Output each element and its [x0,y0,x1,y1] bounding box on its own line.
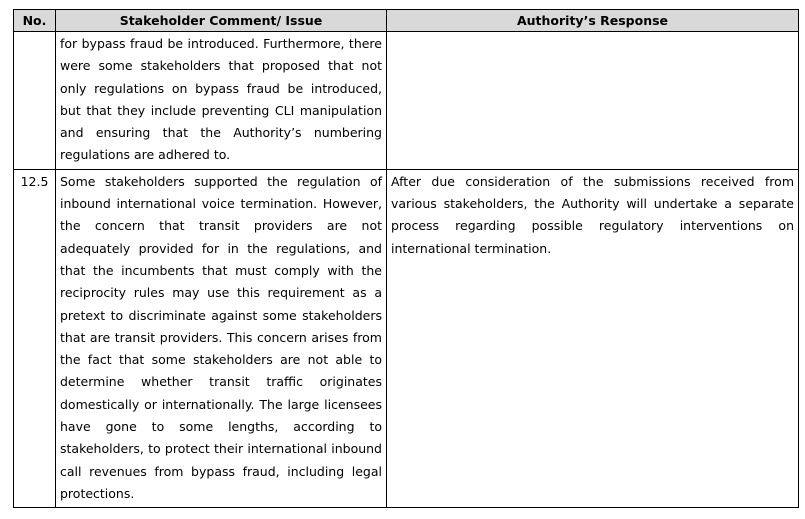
table-row [14,32,799,170]
stakeholder-comment-cell: for bypass fraud be introduced. Furthermore, there were some stakeholders that proposed that not only regulations on bypass fraud be introduced, but that they include preventing CLI manipulation and ensuring that the Authority’s numbering regulations are adhered to. [56,32,387,170]
authority-response-cell: After due consideration of the submissions received from various stakeholders, the Authority will undertake a separate process regarding possible regulatory interventions on international termination. [387,169,799,507]
authority-response-cell [387,32,799,170]
table-row [14,169,799,507]
table-header-row [14,10,799,32]
row-number [14,32,56,170]
header-authority-response: Authority’s Response [387,10,799,32]
comments-response-table [13,9,799,508]
row-number: 12.5 [14,169,56,507]
header-stakeholder-comment: Stakeholder Comment/ Issue [56,10,387,32]
header-no: No. [14,10,56,32]
stakeholder-comment-cell: Some stakeholders supported the regulation of inbound international voice termination. However, the concern that transit providers are not adequately provided for in the regulations, and that the incumbents that must comply with the reciprocity rules may use this requirement as a pretext to discriminate against some stakeholders that are transit providers. This concern arises from the fact that some stakeholders are not able to determine whether transit traffic originates domestically or internationally. The large licensees have gone to some lengths, according to stakeholders, to protect their international inbound call revenues from bypass fraud, including legal protections. [56,169,387,507]
